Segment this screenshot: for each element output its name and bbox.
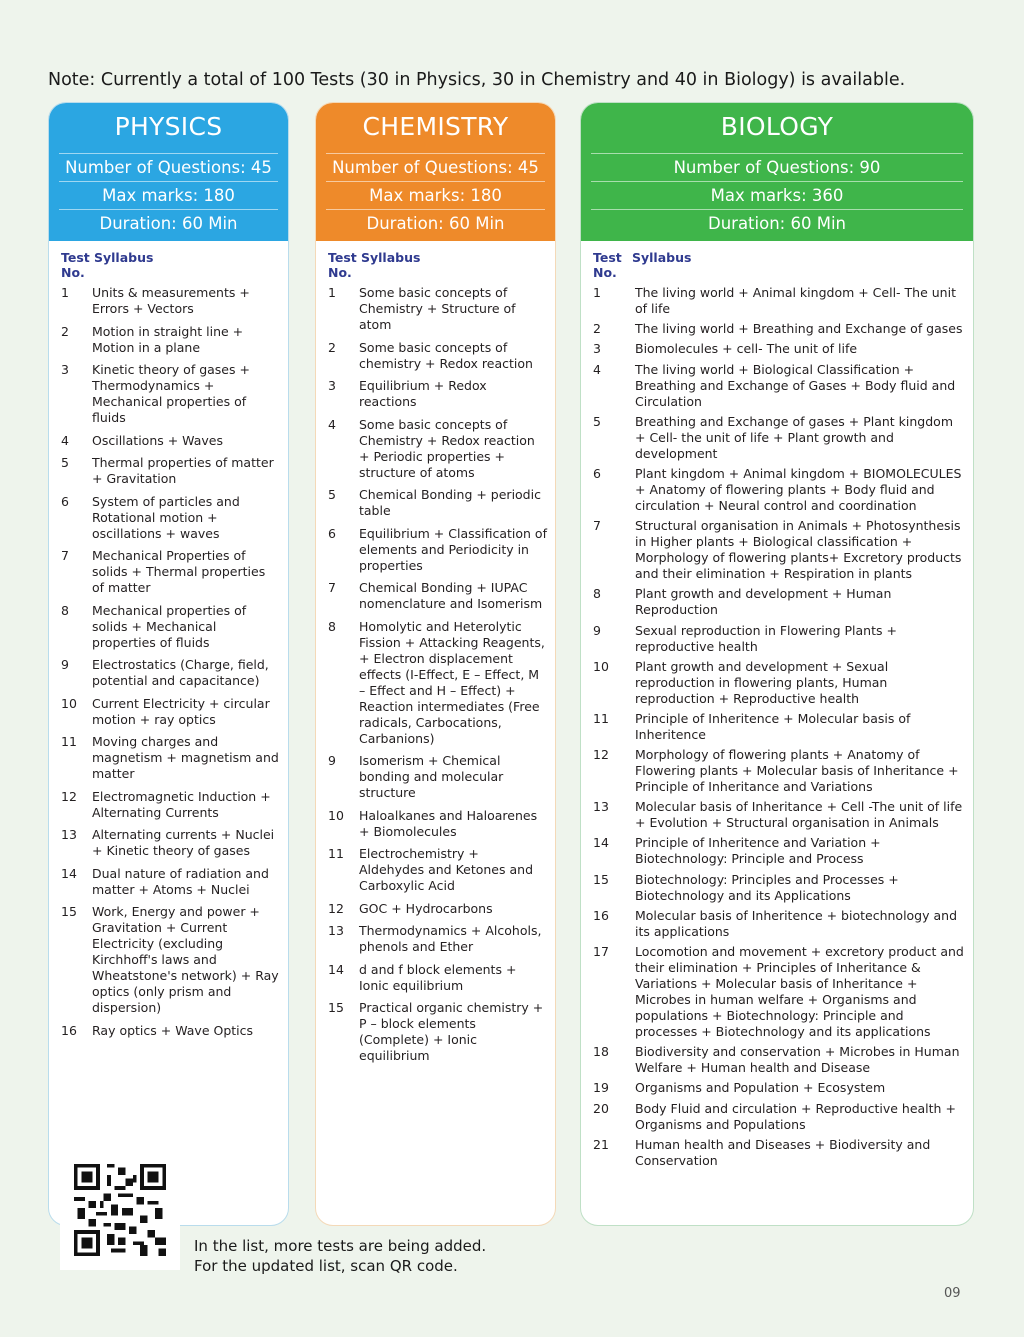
physics-card: [48, 102, 289, 1226]
table-header: [316, 241, 555, 285]
test-syllabus: Morphology of flowering plants + Anatomy of Flowering plants + Molecular basis of Inheritance + Principle of Inheritance and Variations: [635, 747, 959, 795]
test-number: 4: [328, 416, 336, 432]
table-row: [593, 944, 967, 1040]
test-syllabus: Current Electricity + circular motion + ray optics: [92, 695, 270, 727]
table-row: [61, 734, 280, 782]
test-syllabus: Electromagnetic Induction + Alternating Currents: [92, 788, 271, 820]
max-marks: Max marks: 360: [591, 181, 963, 209]
test-syllabus: Thermal properties of matter + Gravitation: [92, 455, 274, 486]
table-row: [593, 623, 967, 655]
table-row: [328, 846, 547, 894]
test-syllabus: Some basic concepts of Chemistry + Structure of atom: [359, 285, 516, 332]
test-syllabus: Moving charges and magnetism + magnetism and matter: [92, 734, 279, 781]
test-syllabus: Molecular basis of Inheritence + biotechnology and its applications: [635, 907, 958, 939]
test-number: 15: [593, 871, 609, 887]
test-number: 15: [328, 1000, 344, 1015]
test-syllabus: Organisms and Population + Ecosystem: [635, 1080, 886, 1096]
physics-header: [49, 103, 288, 241]
test-syllabus: Units & measurements + Errors + Vectors: [92, 285, 250, 316]
test-number: 8: [61, 602, 69, 618]
test-syllabus: Chemical Bonding + IUPAC nomenclature and Isomerism: [359, 580, 543, 611]
test-number: 6: [61, 493, 69, 509]
test-number: 12: [593, 747, 609, 763]
test-syllabus: Principle of Inheritence and Variation + Biotechnology: Principle and Process: [635, 835, 881, 867]
test-syllabus: Locomotion and movement + excretory product and their elimination + Principles of Inheritance & Variations + Molecular basis of Inheritance + Microbes in human welfare + Organisms and populations + Biotechnology: Principle and processes + Biotechnology and its applications: [635, 944, 964, 1039]
test-number: 11: [328, 846, 344, 861]
chemistry-header: [316, 103, 555, 241]
test-number: 14: [593, 835, 609, 851]
test-syllabus: Body Fluid and circulation + Reproductive health + Organisms and Populations: [635, 1100, 956, 1132]
table-row: [593, 586, 967, 618]
test-number: 12: [61, 788, 77, 804]
table-row: [593, 711, 967, 743]
question-count: Number of Questions: 45: [326, 153, 545, 181]
table-row: [61, 362, 280, 426]
syllabus-heading: Syllabus: [632, 250, 692, 265]
table-row: [61, 455, 280, 487]
test-number: 14: [328, 961, 344, 977]
table-row: [593, 872, 967, 904]
table-row: [328, 340, 547, 372]
test-number: 13: [593, 799, 609, 815]
table-row: [61, 494, 280, 542]
table-row: [593, 341, 967, 357]
table-row: [61, 789, 280, 821]
table-row: [593, 1080, 967, 1096]
test-number: 21: [593, 1136, 609, 1152]
test-number: 5: [61, 455, 69, 470]
test-syllabus: Equilibrium + Redox reactions: [359, 378, 487, 409]
test-syllabus: Biodiversity and conservation + Microbes in Human Welfare + Human health and Disease: [635, 1044, 960, 1076]
test-number: 19: [593, 1080, 609, 1096]
test-number: 8: [328, 618, 336, 634]
test-syllabus: Electrostatics (Charge, field, potential and capacitance): [92, 657, 269, 688]
test-number: 6: [328, 525, 336, 541]
qr-instruction: In the list, more tests are being added. For the updated list, scan QR code.: [194, 1237, 487, 1275]
test-number: 10: [61, 695, 77, 711]
biology-card: [580, 102, 974, 1226]
test-no-heading: Test No.: [61, 250, 90, 280]
table-row: [593, 466, 967, 514]
availability-note: Note: Currently a total of 100 Tests (30 in Physics, 30 in Chemistry and 40 in Biology) is available.: [48, 70, 906, 90]
test-number: 1: [328, 285, 336, 300]
chemistry-card: [315, 102, 556, 1226]
max-marks: Max marks: 180: [59, 181, 278, 209]
test-number: 2: [61, 323, 69, 339]
test-syllabus: Isomerism + Chemical bonding and molecular structure: [359, 753, 504, 800]
test-syllabus: Plant growth and development + Sexual reproduction in flowering plants, Human reproduction + Reproductive health: [635, 658, 889, 706]
test-number: 5: [328, 487, 336, 502]
table-row: [328, 526, 547, 574]
max-marks: Max marks: 180: [326, 181, 545, 209]
test-number: 16: [61, 1022, 77, 1038]
test-syllabus: Haloalkanes and Haloarenes + Biomolecules: [359, 807, 538, 839]
table-row: [61, 1023, 280, 1039]
test-number: 8: [593, 586, 601, 602]
table-row: [593, 362, 967, 410]
test-syllabus: Thermodynamics + Alcohols, phenols and Ether: [359, 923, 542, 954]
table-row: [593, 518, 967, 582]
subject-title: BIOLOGY: [720, 112, 834, 141]
subject-title: CHEMISTRY: [362, 112, 509, 141]
table-row: [328, 901, 547, 917]
test-syllabus: Ray optics + Wave Optics: [92, 1022, 254, 1038]
qr-code-icon: [74, 1164, 166, 1256]
test-number: 2: [593, 321, 601, 337]
test-number: 2: [328, 339, 336, 355]
test-syllabus: Some basic concepts of chemistry + Redox reaction: [359, 339, 533, 371]
table-row: [328, 378, 547, 410]
test-syllabus: Dual nature of radiation and matter + Atoms + Nuclei: [92, 865, 269, 897]
test-number: 7: [328, 580, 336, 595]
table-row: [593, 1101, 967, 1133]
table-row: [593, 1137, 967, 1169]
test-list: [316, 285, 555, 1064]
table-row: [328, 1000, 547, 1064]
test-syllabus: Motion in straight line + Motion in a plane: [92, 323, 244, 355]
biology-header: [581, 103, 973, 241]
table-row: [61, 603, 280, 651]
test-syllabus: Mechanical properties of solids + Mechanical properties of fluids: [92, 602, 247, 650]
test-syllabus: Sexual reproduction in Flowering Plants + reproductive health: [635, 622, 897, 654]
table-row: [593, 908, 967, 940]
test-number: 4: [61, 432, 69, 448]
test-number: 9: [593, 622, 601, 638]
test-number: 17: [593, 944, 609, 959]
test-number: 11: [61, 734, 77, 749]
page-number: 09: [944, 1286, 961, 1301]
test-number: 18: [593, 1044, 609, 1060]
table-row: [61, 827, 280, 859]
test-syllabus: Principle of Inheritence + Molecular basis of Inheritence: [635, 710, 911, 742]
test-syllabus: Equilibrium + Classification of elements and Periodicity in properties: [359, 525, 547, 573]
duration: Duration: 60 Min: [326, 209, 545, 237]
test-syllabus: System of particles and Rotational motion + oscillations + waves: [92, 493, 240, 541]
test-syllabus: Alternating currents + Nuclei + Kinetic theory of gases: [92, 827, 275, 858]
test-number: 9: [328, 753, 336, 768]
syllabus-heading: Syllabus: [361, 250, 421, 265]
table-row: [328, 285, 547, 333]
test-syllabus: Molecular basis of Inheritance + Cell -The unit of life + Evolution + Structural organisation in Animals: [635, 799, 963, 831]
test-number: 5: [593, 413, 601, 429]
test-number: 16: [593, 907, 609, 923]
test-syllabus: Plant growth and development + Human Reproduction: [635, 586, 892, 618]
test-syllabus: Chemical Bonding + periodic table: [359, 487, 541, 518]
table-header: [581, 241, 973, 285]
test-number: 13: [61, 827, 77, 842]
duration: Duration: 60 Min: [59, 209, 278, 237]
test-number: 1: [593, 285, 601, 300]
test-number: 4: [593, 361, 601, 377]
test-syllabus: Work, Energy and power + Gravitation + Current Electricity (excluding Kirchhoff's laws and Wheatstone's network) + Ray optics (only prism and dispersion): [92, 904, 279, 1015]
table-row: [593, 799, 967, 831]
table-row: [593, 659, 967, 707]
test-syllabus: Kinetic theory of gases + Thermodynamics + Mechanical properties of fluids: [92, 362, 250, 425]
test-list: [49, 285, 288, 1039]
test-number: 1: [61, 285, 69, 300]
test-syllabus: Homolytic and Heterolytic Fission + Attacking Reagents, + Electron displacement effects (I-Effect, E – Effect, M – Effect and H – Effect) + Reaction intermediates (Free radicals, Carbocations, Carbanions): [359, 618, 545, 746]
table-row: [593, 414, 967, 462]
test-syllabus: Electrochemistry + Aldehydes and Ketones and Carboxylic Acid: [359, 846, 533, 893]
question-count: Number of Questions: 90: [591, 153, 963, 181]
test-syllabus: The living world + Biological Classification + Breathing and Exchange of Gases + Body fluid and Circulation: [635, 361, 956, 409]
test-number: 6: [593, 465, 601, 481]
table-row: [61, 548, 280, 596]
table-header: [49, 241, 288, 285]
question-count: Number of Questions: 45: [59, 153, 278, 181]
test-number: 3: [328, 378, 336, 393]
table-row: [61, 324, 280, 356]
syllabus-heading: Syllabus: [94, 250, 154, 265]
duration: Duration: 60 Min: [591, 209, 963, 237]
test-number: 7: [593, 518, 601, 534]
test-number: 20: [593, 1100, 609, 1116]
test-syllabus: Practical organic chemistry + P – block elements (Complete) + Ionic equilibrium: [359, 1000, 544, 1063]
table-row: [61, 285, 280, 317]
table-row: [328, 580, 547, 612]
table-row: [328, 753, 547, 801]
subject-title: PHYSICS: [114, 112, 223, 141]
table-row: [61, 657, 280, 689]
test-syllabus: Biomolecules + cell- The unit of life: [635, 341, 858, 357]
test-number: 12: [328, 900, 344, 916]
test-syllabus: Biotechnology: Principles and Processes + Biotechnology and its Applications: [635, 871, 899, 903]
test-number: 14: [61, 865, 77, 881]
table-row: [328, 487, 547, 519]
table-row: [61, 433, 280, 449]
test-number: 10: [328, 807, 344, 823]
test-syllabus: GOC + Hydrocarbons: [359, 900, 493, 916]
test-number: 3: [593, 341, 601, 357]
test-number: 10: [593, 658, 609, 674]
test-list: [581, 285, 973, 1169]
test-syllabus: The living world + Breathing and Exchange of gases: [635, 321, 963, 337]
test-syllabus: The living world + Animal kingdom + Cell- The unit of life: [635, 285, 956, 316]
test-syllabus: d and f block elements + Ionic equilibrium: [359, 961, 517, 993]
table-row: [328, 923, 547, 955]
table-row: [61, 866, 280, 898]
table-row: [593, 285, 967, 317]
test-syllabus: Structural organisation in Animals + Photosynthesis in Higher plants + Biological classification + Morphology of flowering plants+ Excretory products and their elimination + Respiration in plants: [635, 518, 962, 582]
table-row: [328, 962, 547, 994]
table-row: [593, 747, 967, 795]
test-number: 13: [328, 923, 344, 938]
qr-code[interactable]: [60, 1150, 180, 1270]
table-row: [61, 904, 280, 1016]
test-no-heading: Test No.: [328, 250, 357, 280]
test-number: 15: [61, 904, 77, 919]
test-number: 9: [61, 657, 69, 672]
test-syllabus: Mechanical Properties of solids + Thermal properties of matter: [92, 548, 266, 595]
table-row: [328, 619, 547, 747]
table-row: [593, 835, 967, 867]
table-row: [328, 808, 547, 840]
test-syllabus: Plant kingdom + Animal kingdom + BIOMOLECULES + Anatomy of flowering plants + Body fluid and circulation + Neural control and coordination: [635, 465, 962, 513]
test-number: 11: [593, 710, 609, 726]
test-syllabus: Breathing and Exchange of gases + Plant kingdom + Cell- the unit of life + Plant growth and development: [635, 413, 954, 461]
test-number: 3: [61, 362, 69, 377]
table-row: [593, 1044, 967, 1076]
test-syllabus: Some basic concepts of Chemistry + Redox reaction + Periodic properties + structure of atoms: [359, 416, 535, 480]
test-syllabus: Oscillations + Waves: [92, 432, 223, 448]
table-row: [593, 321, 967, 337]
test-number: 7: [61, 548, 69, 563]
test-no-heading: Test No.: [593, 250, 622, 280]
table-row: [328, 417, 547, 481]
test-syllabus: Human health and Diseases + Biodiversity and Conservation: [635, 1136, 931, 1168]
table-row: [61, 696, 280, 728]
